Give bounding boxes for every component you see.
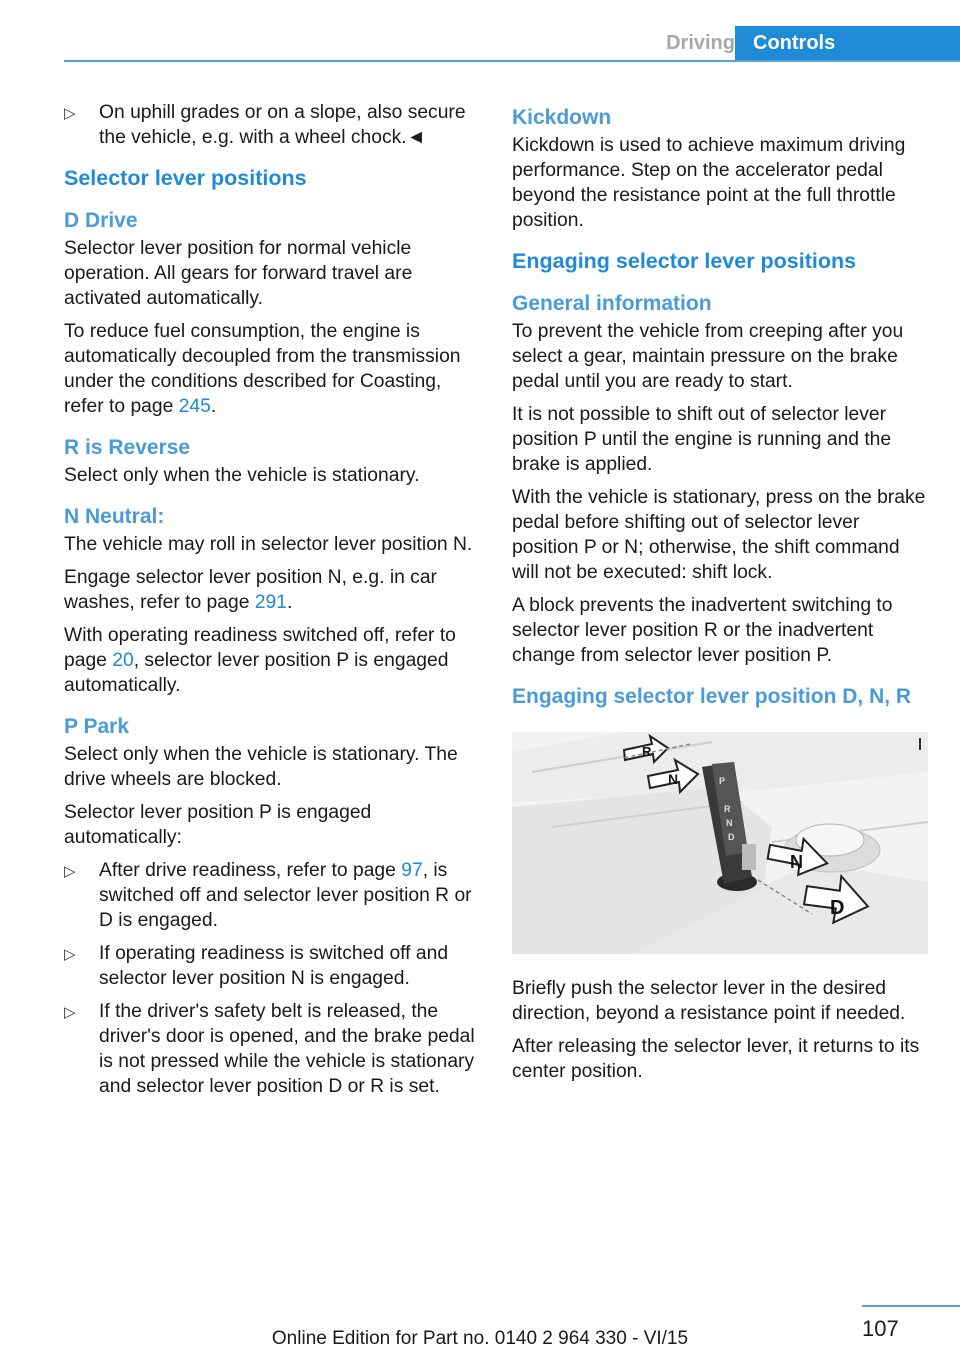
bullet-triangle-icon: ▷ [64,863,76,880]
list-item: ▷ If the driver's safety belt is released, the driver's door is opened, and the brake pedal is not pressed while the vehicle is stationary and selector lever position D or R is set. [64,1001,475,1097]
lever-letter-n: N [726,818,733,828]
arrow-label-d: D [830,897,845,919]
bullet-triangle-icon: ▷ [64,105,76,122]
page-link-97[interactable]: 97 [401,860,423,881]
heading-general-information: General information [512,292,712,315]
paragraph: Selector lever position P is engaged automatically: [64,802,372,848]
page-header [0,0,960,64]
arrow-label-n: N [668,771,679,787]
heading-p-park: P Park [64,715,129,738]
list-item: ▷ If operating readiness is switched off and selector lever position N is engaged. [64,943,449,989]
right-column [512,100,928,1092]
paragraph: Select only when the vehicle is stationary. The drive wheels are blocked. [64,744,458,790]
heading-kickdown: Kickdown [512,106,612,129]
paragraph: It is not possible to shift out of selector lever position P until the engine is running and the brake is applied. [512,404,892,475]
header-chapter-tab: Controls [735,26,960,60]
lever-letter-r: R [724,804,731,814]
selector-lever-illustration [512,732,928,954]
page-link-291[interactable]: 291 [254,592,287,613]
page-number: 107 [862,1316,899,1341]
paragraph: With operating readiness switched off, refer to page 20, selector lever position P is engaged automatically. [64,625,456,696]
section-heading-selector-positions: Selector lever positions [64,166,307,190]
paragraph: Kickdown is used to achieve maximum driving performance. Step on the accelerator pedal beyond the resistance point at the full throttle position. [512,135,906,231]
paragraph: To reduce fuel consumption, the engine is automatically decoupled from the transmission under the conditions described for Coasting, refer to page 245. [64,321,461,417]
section-heading-engaging: Engaging selector lever positions [512,249,857,273]
edition-line: Online Edition for Part no. 0140 2 964 330 - VI/15 [271,1328,689,1349]
paragraph: With the vehicle is stationary, press on the brake pedal before shifting out of selector lever position P or N; otherwise, the shift command will not be executed: shift lock. [512,487,926,583]
page-link-245[interactable]: 245 [178,396,211,417]
lever-letter-p: P [719,776,726,786]
paragraph: The vehicle may roll in selector lever position N. [64,534,473,555]
list-item: ▷ After drive readiness, refer to page 97, is switched off and selector lever position R or D is engaged. [64,860,472,931]
left-column [64,100,480,1107]
paragraph: Engage selector lever position N, e.g. in car washes, refer to page 291. [64,567,437,613]
page-link-20[interactable]: 20 [112,650,134,671]
selector-lever-svg [512,732,928,954]
paragraph: After releasing the selector lever, it returns to its center position. [512,1036,920,1082]
paragraph: Briefly push the selector lever in the desired direction, beyond a resistance point if needed. [512,978,906,1024]
paragraph: A block prevents the inadvertent switching to selector lever position R or the inadvertent change from selector lever position P. [512,595,893,666]
paragraph: To prevent the vehicle from creeping after you select a gear, maintain pressure on the brake pedal until you are ready to start. [512,321,904,392]
list-item-text: On uphill grades or on a slope, also secure the vehicle, e.g. with a wheel chock.◄ [99,102,466,148]
heading-engaging-dnr: Engaging selector lever position D, N, R [512,685,912,708]
bullet-triangle-icon: ▷ [64,1004,76,1021]
lever-release-button [742,844,756,870]
heading-n-neutral: N Neutral: [64,505,165,528]
bullet-triangle-icon: ▷ [64,946,76,963]
heading-d-drive: D Drive [64,209,138,232]
heading-r-reverse: R is Reverse [64,436,191,459]
header-rule [64,60,960,62]
arrow-label-r: R [642,744,652,759]
header-section-label: Driving [632,26,735,60]
intro-bullet-list [64,100,480,150]
arrow-label-n-lower: N [790,852,803,872]
lever-letter-d: D [728,832,735,842]
footer-rule [862,1305,960,1307]
park-conditions-list [64,858,480,1099]
paragraph: Select only when the vehicle is stationary. [64,465,420,486]
list-item [64,100,480,150]
paragraph: Selector lever position for normal vehicle operation. All gears for forward travel are activated automatically. [64,238,413,309]
